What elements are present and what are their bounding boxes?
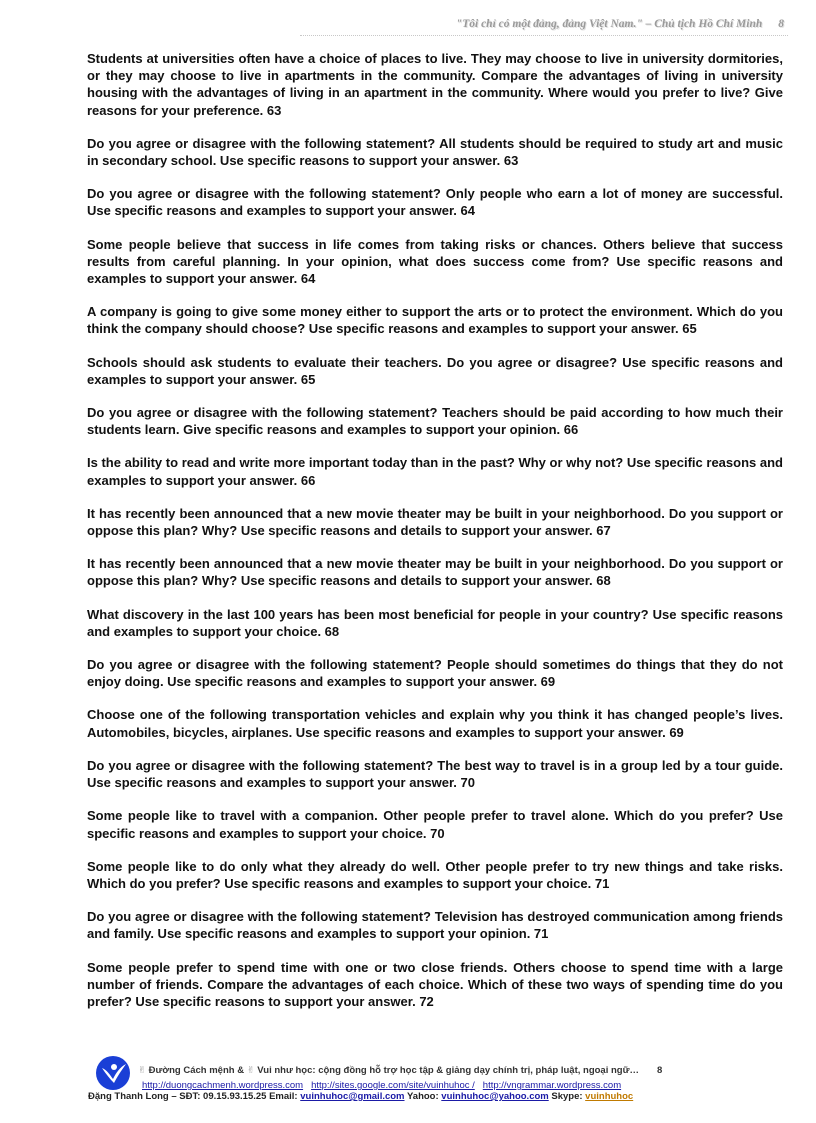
page-footer	[0, 1052, 816, 1112]
question-10: It has recently been announced that a new movie theater may be built in your neighborhood. Do you support or oppose this plan? Why? Use specific reasons and details to support your answer. 68	[87, 556, 783, 589]
yahoo-label: Yahoo:	[404, 1091, 442, 1102]
footer-page-number: 8	[656, 1065, 663, 1076]
star-icon: ✌	[246, 1065, 255, 1076]
question-16: Some people like to do only what they already do well. Other people prefer to try new things and take risks. Which do you prefer? Use specific reasons and examples to support your choice. 71	[87, 858, 783, 891]
question-18: Some people prefer to spend time with one or two close friends. Others choose to spend time with a large number of friends. Compare the advantages of each choice. Which of these two ways of spending time do you prefer? Use specific reasons to support your answer. 72	[87, 959, 783, 1009]
question-1: Students at universities often have a choice of places to live. They may choose to live in university dormitories, or they may choose to live in apartments in the community. Compare the advantages of living in university housing with the advantages of living in an apartment in the community. Where would you prefer to live? Give reasons for your preference. 63	[87, 51, 783, 118]
link-vngrammar[interactable]: http://vngrammar.wordpress.com	[482, 1080, 622, 1091]
footer-contact-line	[88, 1091, 633, 1102]
star-icon: ✌	[138, 1065, 146, 1076]
question-11: What discovery in the last 100 years has been most beneficial for people in your country? Use specific reasons and examples to support your choice. 68	[87, 606, 783, 639]
link-vuinhuhoc-sites[interactable]: http://sites.google.com/site/vuinhuhoc /	[311, 1080, 475, 1091]
footer-community-line	[138, 1065, 662, 1076]
header-divider	[300, 35, 788, 36]
question-4: Some people believe that success in life comes from taking risks or chances. Others believe that success results from careful planning. In your opinion, what does success come from? Use specific reasons and examples to support your answer. 64	[87, 236, 783, 287]
dove-logo-icon	[95, 1055, 131, 1091]
footer-line1-part-b: Vui như học: cộng đồng hỗ trợ học tập & giảng dạy chính trị, pháp luật, ngoại ngữ…	[254, 1065, 639, 1076]
yahoo-link[interactable]: vuinhuhoc@yahoo.com	[441, 1091, 549, 1102]
question-14: Do you agree or disagree with the following statement? The best way to travel is in a group led by a tour guide. Use specific reasons and examples to support your answer. 70	[87, 757, 783, 791]
link-duongcachmenh[interactable]: http://duongcachmenh.wordpress.com	[142, 1080, 304, 1091]
footer-line1-part-a: Đường Cách mệnh &	[145, 1065, 247, 1076]
question-2: Do you agree or disagree with the following statement? All students should be required to study art and music in secondary school. Use specific reasons to support your answer. 63	[87, 135, 783, 169]
question-12: Do you agree or disagree with the following statement? People should sometimes do things that they do not enjoy doing. Use specific reasons and examples to support your answer. 69	[87, 657, 783, 690]
question-5: A company is going to give some money either to support the arts or to protect the environment. Which do you think the company should choose? Use specific reasons and examples to support your answer. 65	[87, 304, 783, 337]
question-8: Is the ability to read and write more important today than in the past? Why or why not? Use specific reasons and examples to support your answer. 66	[87, 455, 783, 488]
question-3: Do you agree or disagree with the following statement? Only people who earn a lot of money are successful. Use specific reasons and examples to support your answer. 64	[87, 186, 783, 219]
skype-label: Skype:	[548, 1091, 586, 1102]
question-9: It has recently been announced that a new movie theater may be built in your neighborhood. Do you support or oppose this plan? Why? Use specific reasons and details to support your answer. 67	[87, 505, 783, 539]
skype-link[interactable]: vuinhuhoc	[585, 1091, 634, 1102]
question-7: Do you agree or disagree with the following statement? Teachers should be paid according to how much their students learn. Give specific reasons and examples to support your opinion. 66	[87, 405, 783, 438]
question-6: Schools should ask students to evaluate their teachers. Do you agree or disagree? Use specific reasons and examples to support your answer. 65	[87, 354, 783, 387]
question-list	[87, 50, 783, 1026]
question-15: Some people like to travel with a companion. Other people prefer to travel alone. Which do you prefer? Use specific reasons and examples to support your choice. 70	[87, 808, 783, 841]
header-text	[456, 18, 784, 30]
email-link[interactable]: vuinhuhoc@gmail.com	[300, 1091, 405, 1102]
page-header	[0, 16, 816, 40]
contact-prefix: Đặng Thanh Long – SĐT: 09.15.93.15.25 Email:	[88, 1091, 301, 1102]
header-page-number: 8	[778, 18, 784, 30]
question-13: Choose one of the following transportation vehicles and explain why you think it has changed people’s lives. Automobiles, bicycles, airplanes. Use specific reasons and examples to support your answer. 69	[87, 707, 783, 740]
question-17: Do you agree or disagree with the following statement? Television has destroyed communication among friends and family. Use specific reasons and examples to support your opinion. 71	[87, 909, 783, 942]
footer-links	[142, 1080, 629, 1091]
header-quote: "Tôi chỉ có một đảng, đảng Việt Nam." – Chủ tịch Hồ Chí Minh	[455, 18, 763, 30]
